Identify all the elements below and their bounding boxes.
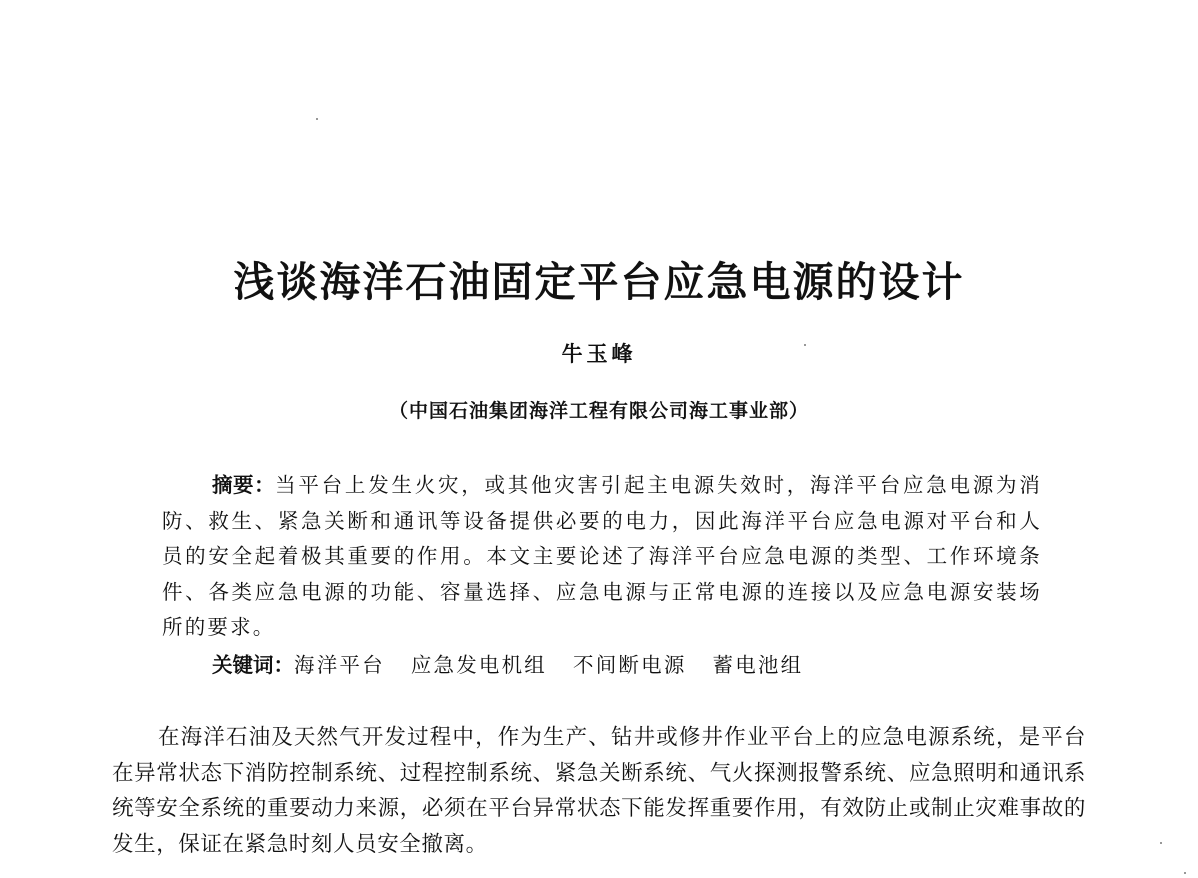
abstract-label: 摘要： xyxy=(212,473,276,497)
abstract xyxy=(162,468,1042,646)
keyword-item: 不间断电源 xyxy=(573,653,687,677)
keyword-item: 应急发电机组 xyxy=(410,653,548,677)
body-paragraph: 在海洋石油及天然气开发过程中，作为生产、钻井或修井作业平台上的应急电源系统，是平台在异常状态下消防控制系统、过程控制系统、紧急关断系统、气火探测报警系统、应急照明和通讯系统等安全系统的重要动力来源，必须在平台异常状态下能发挥重要作用，有效防止或制止灾难事故的发生，保证在紧急时刻人员安全撤离。 xyxy=(112,725,1086,857)
scan-speck xyxy=(316,118,318,120)
keywords-label: 关键词： xyxy=(212,653,294,677)
author-name: 牛玉峰 xyxy=(561,341,637,366)
scan-speck xyxy=(1160,842,1162,844)
scan-speck xyxy=(1184,872,1186,874)
keywords xyxy=(212,648,1052,684)
keyword-item: 蓄电池组 xyxy=(712,653,804,677)
keyword-item: 海洋平台 xyxy=(294,653,385,677)
author-affiliation: （中国石油集团海洋工程有限公司海工事业部） xyxy=(388,400,809,422)
paper-title: 浅谈海洋石油固定平台应急电源的设计 xyxy=(233,258,965,306)
abstract-text: 当平台上发生火灾，或其他灾害引起主电源失效时，海洋平台应急电源为消防、救生、紧急关断和通讯等设备提供必要的电力，因此海洋平台应急电源对平台和人员的安全起着极其重要的作用。本文主要论述了海洋平台应急电源的类型、工作环境条件、各类应急电源的功能、容量选择、应急电源与正常电源的连接以及应急电源安装场所的要求。 xyxy=(162,473,1042,639)
